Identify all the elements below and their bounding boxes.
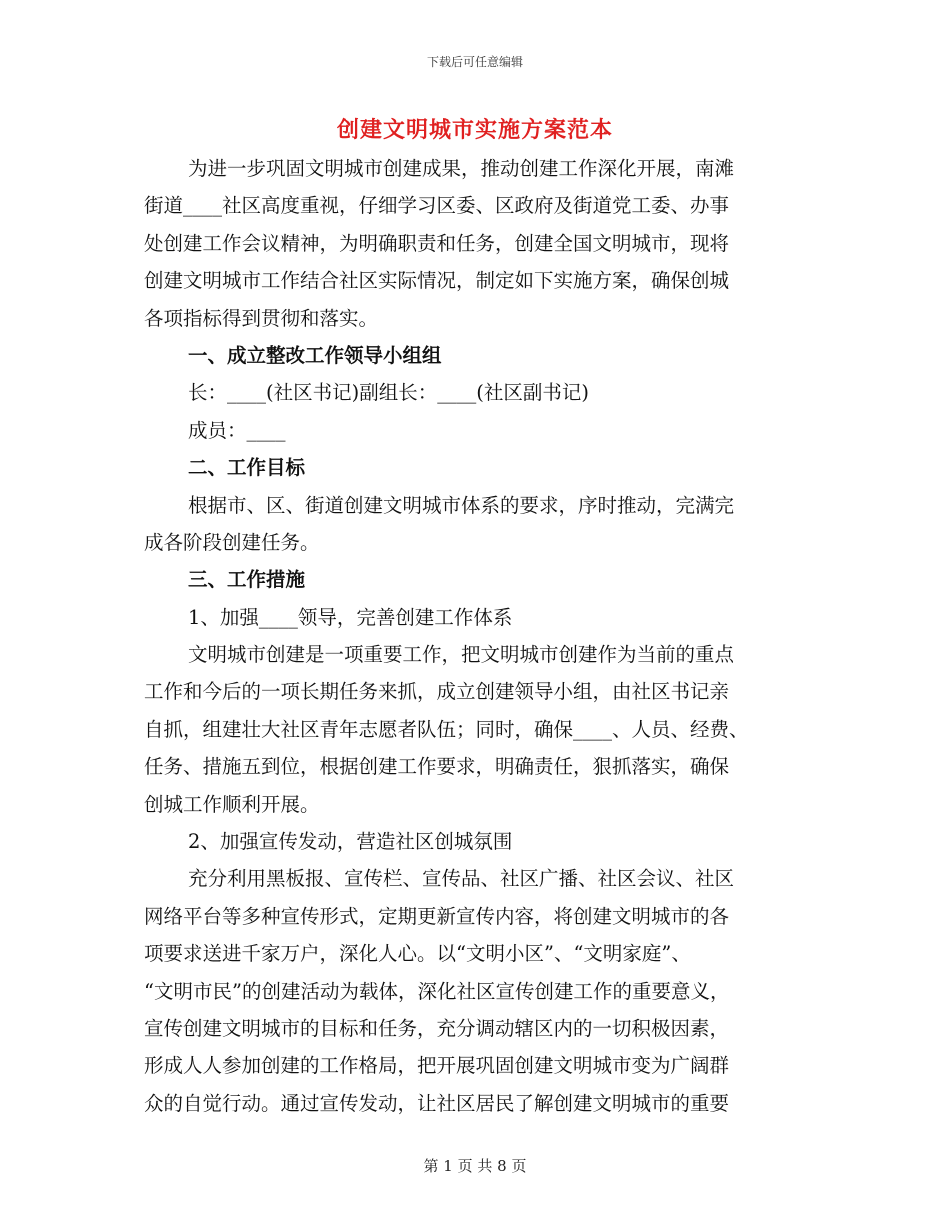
body-text-line: 街道____社区高度重视，仔细学习区委、区政府及街道党工委、办事 [144,194,730,218]
body-text-line: 1、加强____领导，完善创建工作体系 [188,605,513,629]
body-text-line: 自抓，组建壮大社区青年志愿者队伍；同时，确保____、人员、经费、 [144,717,749,741]
section-heading: 二、工作目标 [188,456,306,480]
body-text-line: 任务、措施五到位，根据创建工作要求，明确责任，狠抓落实，确保 [144,755,730,779]
body-text-line: 各项指标得到贯彻和落实。 [144,306,379,330]
body-text-line: 充分利用黑板报、宣传栏、宣传品、社区广播、社区会议、社区 [188,867,735,891]
body-text-line: 长：____(社区书记)副组长：____(社区副书记) [188,381,589,405]
section-heading: 一、成立整改工作领导小组组 [188,343,442,367]
body-text-line: 工作和今后的一项长期任务来抓，成立创建领导小组，由社区书记亲 [144,680,730,704]
section-heading: 三、工作措施 [188,568,306,592]
body-text-line: 创建文明城市工作结合社区实际情况，制定如下实施方案，确保创城 [144,269,730,293]
document-title: 创建文明城市实施方案范本 [336,117,613,143]
body-text-line: 众的自觉行动。通过宣传发动，让社区居民了解创建文明城市的重要 [144,1091,730,1115]
body-text-line: 处创建工作会议精神，为明确职责和任务，创建全国文明城市，现将 [144,231,730,255]
body-text-line: 形成人人参加创建的工作格局，把开展巩固创建文明城市变为广阔群 [144,1054,730,1078]
body-text-line: 网络平台等多种宣传形式，定期更新宣传内容，将创建文明城市的各 [144,904,730,928]
page-header-note: 下载后可任意编辑 [426,55,523,69]
body-text-line: 宣传创建文明城市的目标和任务，充分调动辖区内的一切积极因素， [144,1016,730,1040]
page-number: 第 1 页 共 8 页 [423,1157,527,1175]
body-text-line: 成员：____ [188,418,286,442]
body-text-line: 2、加强宣传发动，营造社区创城氛围 [188,830,513,854]
body-text-line: 根据市、区、街道创建文明城市体系的要求，序时推动，完满完 [188,493,735,517]
document-body [144,150,794,1122]
body-text-line: 为进一步巩固文明城市创建成果，推动创建工作深化开展，南滩 [188,157,735,180]
body-text-line: 成各阶段创建任务。 [144,530,320,554]
body-text-line: 文明城市创建是一项重要工作，把文明城市创建作为当前的重点 [188,643,735,667]
body-text-line: 项要求送进千家万户，深化人心。以“文明小区”、“文明家庭”、 [144,942,691,966]
body-text-line: 创城工作顺利开展。 [144,792,320,816]
body-text-line: “文明市民”的创建活动为载体，深化社区宣传创建工作的重要意义， [144,979,730,1003]
